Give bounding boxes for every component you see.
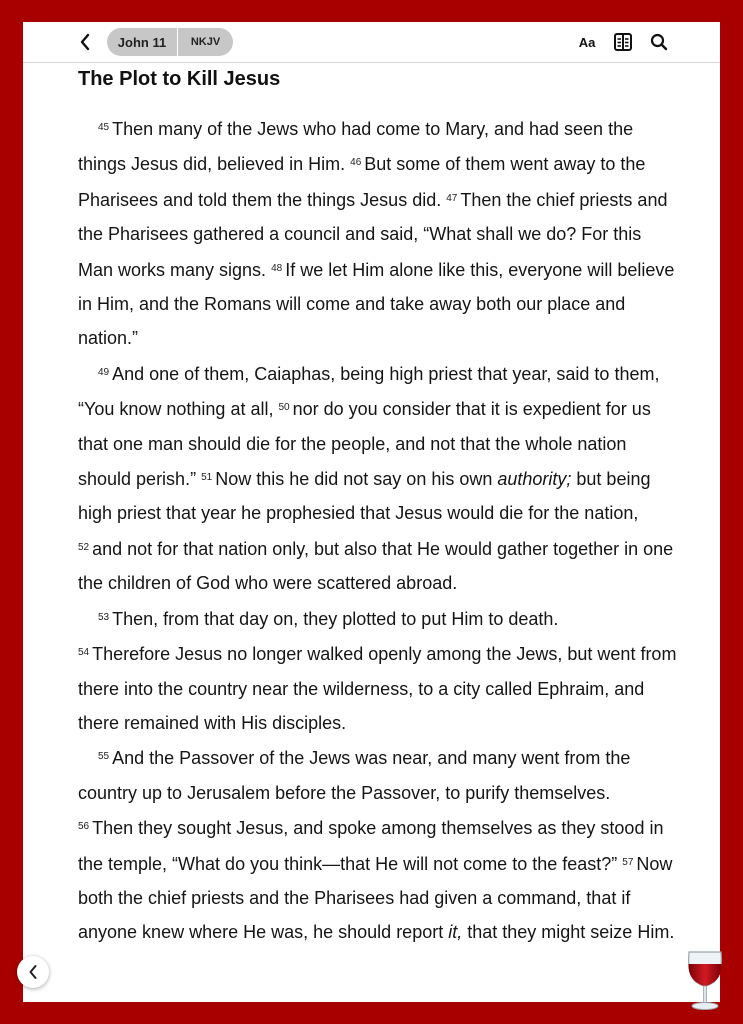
verse-italic-text[interactable]: it, [448, 922, 463, 943]
verse-number[interactable]: 53 [98, 611, 110, 623]
parallel-columns-icon [613, 32, 633, 52]
chevron-left-icon [79, 33, 91, 51]
toolbar-actions [576, 30, 670, 54]
verse-text[interactable]: Then many of the Jews who had come to Mary, and had seen the things Jesus did, believed in Him. [78, 119, 634, 175]
verse-number[interactable]: 46 [350, 157, 362, 169]
verse-text[interactable]: but being high priest that year he prophesied that Jesus would die for the nation, [78, 469, 651, 524]
chevron-left-icon [28, 964, 38, 980]
previous-chapter-button[interactable] [17, 956, 49, 988]
verse-number[interactable]: 48 [271, 262, 283, 274]
back-button[interactable] [73, 30, 97, 54]
paragraph [78, 810, 678, 950]
section-heading: The Plot to Kill Jesus [78, 68, 281, 90]
verse-number[interactable]: 55 [98, 751, 110, 763]
search-button[interactable] [648, 31, 670, 53]
paragraph [78, 601, 678, 636]
verse-number[interactable]: 47 [446, 192, 458, 204]
verse-text[interactable]: Then, from that day on, they plotted to put Him to death. [112, 608, 559, 629]
verse-text[interactable]: Now both the chief priests and the Pharisees had given a command, that if anyone knew where He was, he should report [78, 853, 673, 943]
font-settings-label: Aa [578, 34, 596, 50]
toolbar [23, 22, 720, 63]
passage-paragraphs [78, 111, 678, 950]
parallel-view-button[interactable] [612, 31, 634, 53]
verse-text[interactable]: Therefore Jesus no longer walked openly among the Jews, but went from there into the country near the wilderness, to a city called Ephraim, and there remained with His disciples. [78, 644, 677, 733]
verse-number[interactable]: 51 [201, 472, 213, 484]
verse-number[interactable]: 54 [78, 647, 90, 659]
verse-number[interactable]: 45 [98, 122, 110, 133]
font-settings-button[interactable] [576, 31, 598, 53]
verse-text[interactable]: Then they sought Jesus, and spoke among themselves as they stood in the temple, “What do you think—that He will not come to the feast?” [78, 818, 664, 874]
verse-text[interactable]: Now this he did not say on his own [215, 469, 498, 490]
paragraph [78, 636, 678, 740]
paragraph [78, 740, 678, 810]
verse-number[interactable]: 50 [278, 402, 290, 414]
version-button[interactable]: NKJV [190, 36, 221, 48]
paragraph [78, 356, 678, 601]
verse-number[interactable]: 52 [78, 541, 90, 553]
reader-page [23, 22, 720, 1002]
paragraph [78, 111, 678, 356]
verse-text[interactable]: Then the chief priests and the Pharisees gathered a council and said, “What shall we do? For this Man works many signs. [78, 189, 668, 280]
verse-text[interactable]: And the Passover of the Jews was near, and many went from the country up to Jerusalem before the Passover, to purify themselves. [78, 748, 631, 803]
verse-text[interactable]: nor do you consider that it is expedient for us that one man should die for the people, and not that the whole nation should perish.” [78, 399, 651, 490]
verse-text[interactable]: that they might seize Him. [462, 922, 675, 943]
verse-text[interactable]: But some of them went away to the Pharisees and told them the things Jesus did. [78, 154, 646, 210]
passage-content [78, 65, 678, 950]
verse-text[interactable]: If we let Him alone like this, everyone will believe in Him, and the Romans will come and take away both our place and nation.” [78, 259, 675, 349]
verse-number[interactable]: 57 [622, 856, 634, 868]
verse-italic-text[interactable]: authority; [497, 469, 572, 490]
verse-text[interactable]: and not for that nation only, but also that He would gather together in one the children of God who were scattered abroad. [78, 538, 674, 594]
verse-text[interactable]: And one of them, Caiaphas, being high priest that year, said to them, “You know nothing at all, [78, 363, 660, 420]
book-chapter-button[interactable]: John 11 [107, 28, 178, 56]
wine-glass-icon[interactable] [684, 948, 726, 1014]
verse-number[interactable]: 56 [78, 821, 90, 833]
passage-selector [107, 28, 233, 56]
verse-number[interactable]: 49 [98, 366, 110, 378]
search-icon [650, 33, 668, 51]
